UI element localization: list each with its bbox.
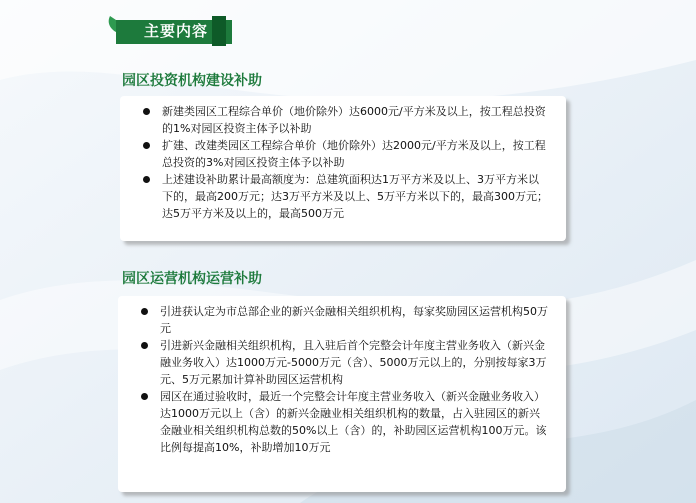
bullet-icon xyxy=(141,342,148,349)
list-item: 引进获认定为市总部企业的新兴金融相关组织机构，每家奖励园区运营机构50万元 xyxy=(136,303,548,337)
list-item: 引进新兴金融相关组织机构，且入驻后首个完整会计年度主营业务收入（新兴金融业务收入）达1000万元-5000万元（含）、5000万元以上的，分别按每家3万元、5万元累加计算补助园区运营机构 xyxy=(136,337,548,388)
list-item: 扩建、改建类园区工程综合单价（地价除外）达2000元/平方米及以上，按工程总投资的3%对园区投资主体予以补助 xyxy=(138,137,548,171)
bullet-icon xyxy=(143,142,150,149)
bullet-icon xyxy=(143,108,150,115)
page-title: 主要内容 xyxy=(144,22,209,40)
bullet-icon xyxy=(143,176,150,183)
bullet-icon xyxy=(141,393,148,400)
list-item: 新建类园区工程综合单价（地价除外）达6000元/平方米及以上，按工程总投资的1%对园区投资主体予以补助 xyxy=(138,103,548,137)
list-item: 园区在通过验收时，最近一个完整会计年度主营业务收入（新兴金融业务收入）达1000万元以上（含）的新兴金融业相关组织机构的数量，占入驻园区的新兴金融业相关组织机构总数的50%以上（含）的，补助园区运营机构100万元。该比例每提高10%，补助增加10万元 xyxy=(136,388,548,456)
section-title-operation: 园区运营机构运营补助 xyxy=(122,271,262,287)
list-item: 上述建设补助累计最高额度为：总建筑面积达1万平方米及以上、3万平方米以下的，最高200万元；达3万平方米及以上、5万平方米以下的，最高300万元；达5万平方米及以上的，最高500万元 xyxy=(138,171,548,222)
bullet-icon xyxy=(141,308,148,315)
operation-card xyxy=(118,296,566,492)
investment-card xyxy=(120,96,566,241)
section-title-investment: 园区投资机构建设补助 xyxy=(122,73,262,89)
